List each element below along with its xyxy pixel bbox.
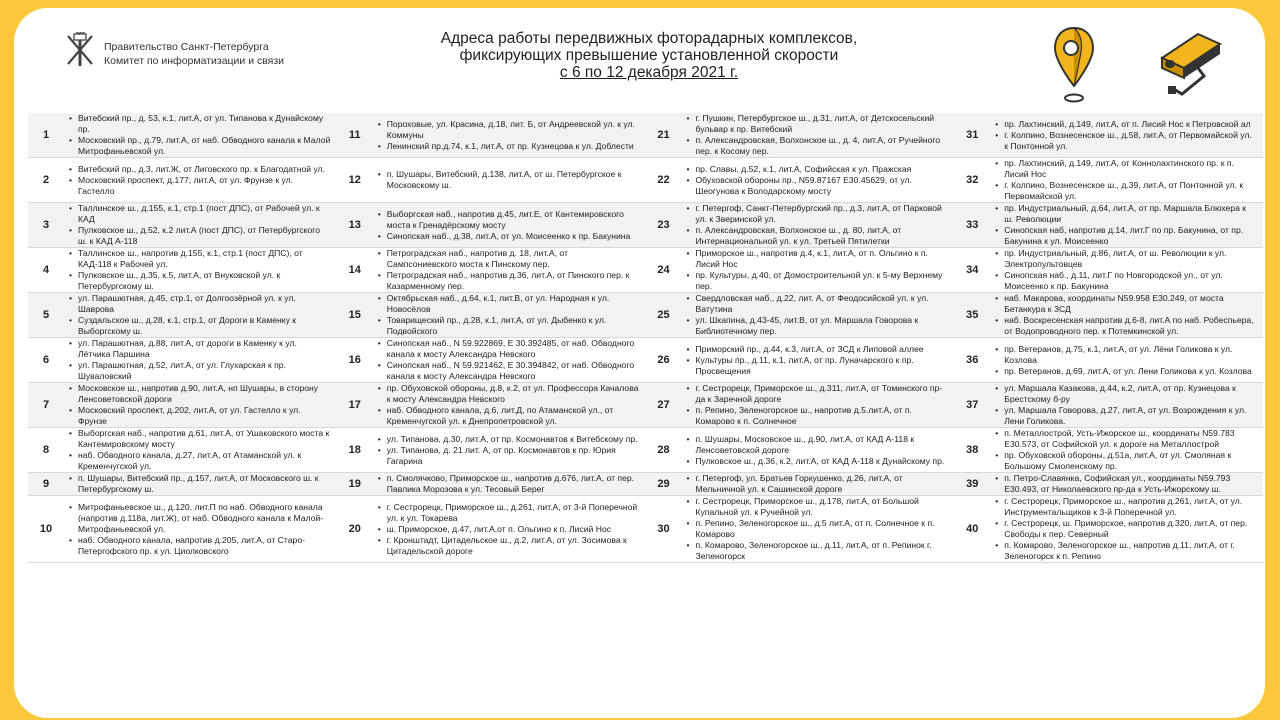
address-list xyxy=(682,293,955,337)
address-item: • г. Колпино, Вознесенское ш., д.39, лит.А, от Понтонной ул. к Первомайской ул. xyxy=(1004,180,1257,202)
address-list xyxy=(990,119,1263,152)
address-item: • п. Репино, Зеленогорское ш., напротив д.5.лит.А, от п. Комарово к п. Солнечное xyxy=(696,405,949,427)
address-item: • Московское ш., напротив д.90, лит.А, нп Шушары, в сторону Ленсоветовской дороги xyxy=(78,383,331,405)
table-row xyxy=(954,113,1263,158)
row-number: 28 xyxy=(657,444,670,456)
address-item: • пр. Славы, д.52, к.1, лит.А, Софийская к ул. Пражская xyxy=(696,164,949,175)
address-item: • пр. Индустриальный, д.86, лит.А, от ш. Революции к ул. Электропультовцев xyxy=(1004,248,1257,270)
org-line-2: Комитет по информатизации и связи xyxy=(104,55,285,67)
address-item: • Синопская наб., д.11, лит.Г по Новгородской ул., от ул. Моисеенко к пр. Бакунина xyxy=(1004,270,1257,292)
row-number: 22 xyxy=(657,174,670,186)
address-list xyxy=(64,203,337,247)
address-item: • г. Сестрорецк, Приморское ш., д.261, лит.А, от 3-й Поперечной ул. к ул. Токарева xyxy=(387,502,640,524)
address-list xyxy=(682,496,955,562)
address-item: • ул. Парашютная, д.52, лит.А, от ул. Глухарская к пр. Шуваловский xyxy=(78,360,331,382)
address-item: • Синопская наб., N 59.921462, E 30.394842, от наб. Обводного канала к мосту Александра Невского xyxy=(387,360,640,382)
address-item: • Витебский пр., д. 53, к.1, лит.А, от ул. Типанова к Дунайскому пр. xyxy=(78,113,331,135)
address-item: • г. Петергоф, ул. Братьев Горкушенко, д.26, лит.А, от Мельничной ул. к Сашинской дороге xyxy=(696,473,949,495)
address-item: • г. Сестрорецк, Приморское ш., д.311, лит.А, от Томинского пр-да к Заречной дороге xyxy=(696,383,949,405)
row-number: 15 xyxy=(348,309,361,321)
row-number: 27 xyxy=(657,399,670,411)
table-row xyxy=(954,248,1263,293)
address-list xyxy=(990,293,1263,337)
row-number: 10 xyxy=(39,523,53,535)
row-number: 33 xyxy=(966,219,979,231)
table-row xyxy=(954,383,1263,428)
table-row xyxy=(646,428,955,473)
table-row xyxy=(337,158,646,203)
table-row xyxy=(337,203,646,248)
table-row xyxy=(646,203,955,248)
row-number: 35 xyxy=(966,309,979,321)
address-item: • наб. Обводного канала, д.6, лит.Д, по Атаманской ул., от Кременчугской ул. к Днепропетровской ул. xyxy=(387,405,640,427)
organization-name xyxy=(104,40,284,68)
title-date-range: с 6 по 12 декабря 2021 г. xyxy=(559,64,739,81)
address-item: • Пулковское ш., д.36, к.2, лит.А, от КАД А-118 к Дунайскому пр. xyxy=(696,456,949,467)
table-row xyxy=(337,293,646,338)
address-item: • Витебский пр., д.3, лит.Ж, от Лиговского пр. к Благодатной ул. xyxy=(78,164,331,175)
address-list xyxy=(373,383,646,427)
table-row xyxy=(646,338,955,383)
row-number: 24 xyxy=(657,264,670,276)
address-list xyxy=(682,434,955,467)
row-number: 1 xyxy=(42,129,50,141)
address-list xyxy=(373,293,646,337)
row-number: 17 xyxy=(348,399,361,411)
row-number: 21 xyxy=(657,129,670,141)
table-row xyxy=(337,383,646,428)
address-item: • Синопская наб., N 59.922869, E 30.392485, от наб. Обводного канала к мосту Александра Невского xyxy=(387,338,640,360)
address-list xyxy=(64,383,337,427)
address-item: • п. Шушары, Витебский пр., д.157, лит.А, от Московского ш. к Петербургскому ш. xyxy=(78,473,331,495)
address-item: • Московский проспект, д.177, лит.А, от ул. Фрунзе к ул. Гастелло xyxy=(78,175,331,197)
address-list xyxy=(64,248,337,292)
address-item: • Суздальское ш., д.28, к.1, стр.1, от Дороги в Каменку к Выборгскому ш. xyxy=(78,315,331,337)
address-item: • Октябрьская наб., д.64, к.1, лит.В, от ул. Народная к ул. Новосёлов xyxy=(387,293,640,315)
address-item: • п. Комарово, Зеленогорское ш., д.11, лит.А, от п. Репинок г. Зеленогорск xyxy=(696,540,949,562)
address-item: • наб. Макарова, координаты N59.958 E30.249, от моста Бетанкура к ЗСД xyxy=(1004,293,1257,315)
address-item: • п. Смолячково, Приморское ш., напротив д.676, лит.А, от пер. Павлика Морозова к ул. Тесовый Берег xyxy=(387,473,640,495)
address-list xyxy=(990,248,1263,292)
address-item: • пр. Ветеранов, д.69, лит.А, от ул. Лени Голикова к ул. Козлова xyxy=(1004,366,1257,377)
table-row xyxy=(954,158,1263,203)
row-number: 25 xyxy=(657,309,670,321)
row-number: 36 xyxy=(966,354,979,366)
row-number: 19 xyxy=(348,478,361,490)
address-list xyxy=(682,164,955,197)
address-list xyxy=(682,203,955,247)
address-list xyxy=(990,344,1263,377)
table-row xyxy=(28,428,337,473)
address-item: • Митрофаньевское ш., д.120, лит.П по наб. Обводного канала (напротив д.118а, лит.Ж), от наб. Обводного канала к Малой-Митрофаньевской ул. xyxy=(78,502,331,535)
address-item: • ул. Маршала Казакова, д.44, к.2, лит.А, от пр. Кузнецова к Брестскому б-ру xyxy=(1004,383,1257,405)
address-item: • наб. Воскресенская напротив д.6-8, лит.А по наб. Робеспьера, от Водопроводного пер. к Потемкинской ул. xyxy=(1004,315,1257,337)
table-row xyxy=(337,113,646,158)
row-number: 39 xyxy=(966,478,979,490)
table-row xyxy=(646,248,955,293)
address-item: • г. Сестрорецк, ш. Приморское, напротив д.320, лит.А, от пер. Свободы к пер. Северный xyxy=(1004,518,1257,540)
row-number: 40 xyxy=(966,523,979,535)
table-row xyxy=(28,248,337,293)
address-table xyxy=(28,113,1263,563)
address-item: • пр. Ветеранов, д.75, к.1, лит.А, от ул. Лёни Голикова к ул. Козлова xyxy=(1004,344,1257,366)
row-number: 34 xyxy=(966,264,979,276)
address-list xyxy=(990,473,1263,495)
row-number: 4 xyxy=(42,264,50,276)
address-list xyxy=(373,338,646,382)
address-item: • Таллинское ш., д.155, к.1, стр.1 (пост ДПС), от Рабочей ул. к КАД xyxy=(78,203,331,225)
address-item: • пр. Лахтинский, д.149, лит.А, от п. Лисий Нос к Петровской ал xyxy=(1004,119,1257,130)
address-item: • Петроградская наб., напротив д.36, лит.А, от Пинского пер. к Казарменному пер. xyxy=(387,270,640,292)
address-list xyxy=(990,158,1263,202)
table-row xyxy=(28,496,337,563)
speed-camera-icon xyxy=(1142,24,1230,104)
row-number: 12 xyxy=(348,174,361,186)
address-item: • Пулковское ш., д.52, к.2 лит.А (пост ДПС), от Петербургского ш. к КАД А-118 xyxy=(78,225,331,247)
address-item: • наб. Обводного канала, напротив д.205, лит.А, от Старо-Петергофского пр. к ул. Циолковского xyxy=(78,535,331,557)
address-list xyxy=(682,113,955,157)
table-row xyxy=(646,383,955,428)
row-number: 2 xyxy=(42,174,50,186)
address-item: • ул. Парашютная, д.88, лит.А, от дороги в Каменку к ул. Лётчика Паршина xyxy=(78,338,331,360)
address-item: • Таллинское ш., напротив д.155, к.1, стр.1 (пост ДПС), от КАД-118 к Рабочей ул. xyxy=(78,248,331,270)
address-item: • г. Петергоф, Санкт-Петербургский пр., д.3, лит.А, от Парковой ул. к Зверинской ул. xyxy=(696,203,949,225)
address-item: • г. Колпино, Вознесенское ш., д.58, лит.А, от Первомайской ул. к Понтонной ул. xyxy=(1004,130,1257,152)
schedule-card xyxy=(14,8,1265,718)
address-item: • Синопская наб., д.38, лит.А, от ул. Моисеенко к пр. Бакунина xyxy=(387,231,640,242)
table-row xyxy=(337,496,646,563)
address-item: • г. Пушкин, Петербургское ш., д.31, лит.А, от Детскосельский бульвар к пр. Витебский xyxy=(696,113,949,135)
address-item: • Приморский пр., д.44, к.3, лит.А, от ЗСД к Липовой аллее xyxy=(696,344,949,355)
address-item: • ул. Типанова, д.30, лит.А, от пр. Космонавтов к Витебскому пр. xyxy=(387,434,640,445)
address-item: • пр. Индустриальный, д.64, лит.А, от пр. Маршала Блюхера к ш. Революции xyxy=(1004,203,1257,225)
table-row xyxy=(337,248,646,293)
row-number: 8 xyxy=(42,444,50,456)
address-list xyxy=(64,428,337,472)
address-item: • Обуховской обороны пр., N59.87167 E30.45629, от ул. Шеогунова к Володарскому мосту xyxy=(696,175,949,197)
row-number: 20 xyxy=(348,523,361,535)
address-item: • п. Александровская, Волхонское ш., д. 4, лит.А, от Ручейного пер. к Косому пер. xyxy=(696,135,949,157)
address-list xyxy=(682,473,955,495)
page-title xyxy=(384,30,914,81)
org-line-1: Правительство Санкт-Петербурга xyxy=(104,41,269,53)
table-row xyxy=(954,203,1263,248)
row-number: 13 xyxy=(348,219,361,231)
row-number: 5 xyxy=(42,309,50,321)
table-row xyxy=(28,203,337,248)
address-item: • Петроградская наб., напротив д. 18, лит.А, от Сампсониевского моста к Пинскому пер. xyxy=(387,248,640,270)
table-row xyxy=(28,158,337,203)
row-number: 26 xyxy=(657,354,670,366)
row-number: 38 xyxy=(966,444,979,456)
table-row xyxy=(954,428,1263,473)
address-item: • п. Металлострой, Усть-Ижорское ш., координаты N59.783 E30.573, от Софийской ул. к дороге на Металлострой xyxy=(1004,428,1257,450)
title-line-2: фиксирующих превышение установленной скорости xyxy=(459,47,839,64)
address-item: • Ленинский пр.д.74, к.1, лит.А, от пр. Кузнецова к ул. Доблести xyxy=(387,141,640,152)
address-list xyxy=(64,502,337,557)
address-list xyxy=(373,434,646,467)
address-item: • п. Комарово, Зеленогорское ш., напротив д.11, лит.А, от г. Зеленогорск к п. Репино xyxy=(1004,540,1257,562)
address-item: • Московский пр., д.79, лит.А, от наб. Обводного канала к Малой Митрофаньевской ул. xyxy=(78,135,331,157)
address-list xyxy=(373,248,646,292)
address-list xyxy=(682,383,955,427)
address-item: • п. Репино, Зеленогорское ш., д.5 лит.А, от п. Солнечное к п. Комарово xyxy=(696,518,949,540)
row-number: 23 xyxy=(657,219,670,231)
address-list xyxy=(373,209,646,242)
table-row xyxy=(337,338,646,383)
address-item: • ул. Парашютная, д.45, стр.1, от Долгоозёрной ул. к ул. Шаврова xyxy=(78,293,331,315)
address-item: • Московский проспект, д.202, лит.А, от ул. Гастелло к ул. Фрунзе xyxy=(78,405,331,427)
address-list xyxy=(990,428,1263,472)
address-item: • наб. Обводного канала, д.27, лит.А, от Атаманской ул. к Кременчугской ул. xyxy=(78,450,331,472)
address-list xyxy=(990,383,1263,427)
address-item: • пр. Обуховской обороны, д.8, к.2, от ул. Профессора Качалова к мосту Александра Невского xyxy=(387,383,640,405)
table-row xyxy=(646,113,955,158)
row-number: 14 xyxy=(348,264,361,276)
address-item: • Выборгская наб., напротив д.45, лит.Е, от Кантемировского моста к Гренадёрскому мосту xyxy=(387,209,640,231)
address-item: • Культуры пр., д.11, к.1, лит.А, от пр. Луначарского к пр. Просвещения xyxy=(696,355,949,377)
row-number: 11 xyxy=(348,129,361,141)
table-row xyxy=(954,473,1263,496)
location-pin-icon xyxy=(1049,24,1099,104)
table-row xyxy=(337,428,646,473)
spb-emblem-icon xyxy=(64,32,96,68)
table-row xyxy=(646,473,955,496)
row-number: 6 xyxy=(42,354,50,366)
row-number: 30 xyxy=(657,523,670,535)
table-row xyxy=(28,473,337,496)
address-list xyxy=(64,113,337,157)
address-item: • ул. Шкапина, д.43-45, лит.В, от ул. Маршала Говорова к Библиотечному пер. xyxy=(696,315,949,337)
address-item: • пр. Обуховской обороны, д.51а, лит.А, от ул. Смоляная к Большому Смоленскому пр. xyxy=(1004,450,1257,472)
address-item: • п. Александровская, Волхонское ш., д. 80, лит.А, от Интернациональной ул. к ул. Третьей Пятилетки xyxy=(696,225,949,247)
table-row xyxy=(646,158,955,203)
row-number: 18 xyxy=(348,444,361,456)
row-number: 7 xyxy=(42,399,50,411)
address-item: • пр. Лахтинский, д.149, лит.А, от Коннолахтинского пр. к п. Лисий Нос xyxy=(1004,158,1257,180)
table-row xyxy=(28,383,337,428)
address-list xyxy=(373,473,646,495)
row-number: 16 xyxy=(348,354,361,366)
address-item: • ул. Маршала Говорова, д.27, лит.А, от ул. Возрождения к ул. Лени Голикова. xyxy=(1004,405,1257,427)
address-item: • г. Сестрорецк, Приморское ш., д.178, лит.А, от Большой Купальной ул. к Ручейной ул. xyxy=(696,496,949,518)
address-list xyxy=(990,203,1263,247)
address-item: • Товарищеский пр., д.28, к.1, лит.А, от ул. Дыбенко к ул. Подвойского xyxy=(387,315,640,337)
address-item: • Приморское ш., напротив д.4, к.1, лит.А, от п. Ольгино к п. Лисий Нос xyxy=(696,248,949,270)
address-list xyxy=(64,164,337,197)
address-item: • ш. Приморское, д.47, лит.А,от п. Ольгино к п. Лисий Нос xyxy=(387,524,640,535)
address-list xyxy=(64,338,337,382)
address-list xyxy=(682,344,955,377)
table-row xyxy=(954,338,1263,383)
address-item: • п. Петро-Славянка, Софийская ул., координаты N59.793 E30.493, от Николаевского пр-да к Усть-Ижорскому ш. xyxy=(1004,473,1257,495)
row-number: 32 xyxy=(966,174,979,186)
table-row xyxy=(954,496,1263,563)
row-number: 37 xyxy=(966,399,979,411)
address-item: • Выборгская наб., напротив д.61, лит.А, от Ушаковского моста к Кантемировскому мосту xyxy=(78,428,331,450)
address-item: • п. Шушары, Витебский, д.138, лит.А, от ш. Петербургское к Московскому ш. xyxy=(387,169,640,191)
table-row xyxy=(646,293,955,338)
table-row xyxy=(28,293,337,338)
address-item: • Синопская наб, напротив д.14, лит.Г по пр. Бакунина, от пр. Бакунина к ул. Моисеенко xyxy=(1004,225,1257,247)
address-list xyxy=(64,293,337,337)
row-number: 9 xyxy=(42,478,50,490)
table-row xyxy=(646,496,955,563)
address-list xyxy=(373,119,646,152)
address-item: • п. Шушары, Московское ш., д.90, лит.А, от КАД А-118 к Ленсоветовской дороге xyxy=(696,434,949,456)
address-list xyxy=(64,473,337,495)
address-list xyxy=(990,496,1263,562)
address-item: • пр. Культуры, д.40, от Домостроительной ул. к 5-му Верхнему пер. xyxy=(696,270,949,292)
address-list xyxy=(373,169,646,191)
address-item: • г. Сестрорецк, Приморское ш., напротив д.261, лит.А, от ул. Инструментальщиков к 3-й Поперечной ул. xyxy=(1004,496,1257,518)
address-list xyxy=(373,502,646,557)
row-number: 3 xyxy=(42,219,50,231)
row-number: 31 xyxy=(966,129,979,141)
table-row xyxy=(337,473,646,496)
address-list xyxy=(682,248,955,292)
address-item: • Пулковское ш., д.35, к.5, лит.А, от Внуковской ул. к Петербургскому ш. xyxy=(78,270,331,292)
address-item: • г. Кронштадт, Цитадельское ш., д.2, лит.А, от ул. Зосимова к Цитадельской дороге xyxy=(387,535,640,557)
address-item: • Свердловская наб., д.22, лит. А, от Феодосийской ул. к ул. Ватутина xyxy=(696,293,949,315)
table-row xyxy=(28,113,337,158)
address-item: • ул. Типанова, д. 21 лит. А, от пр. Космонавтов к пр. Юрия Гагарина xyxy=(387,445,640,467)
address-item: • Пороховые, ул. Красина, д.18, лит. Б, от Андреевской ул. к ул. Коммуны xyxy=(387,119,640,141)
table-row xyxy=(28,338,337,383)
title-line-1: Адреса работы передвижных фоторадарных комплексов, xyxy=(440,30,858,47)
table-row xyxy=(954,293,1263,338)
row-number: 29 xyxy=(657,478,670,490)
